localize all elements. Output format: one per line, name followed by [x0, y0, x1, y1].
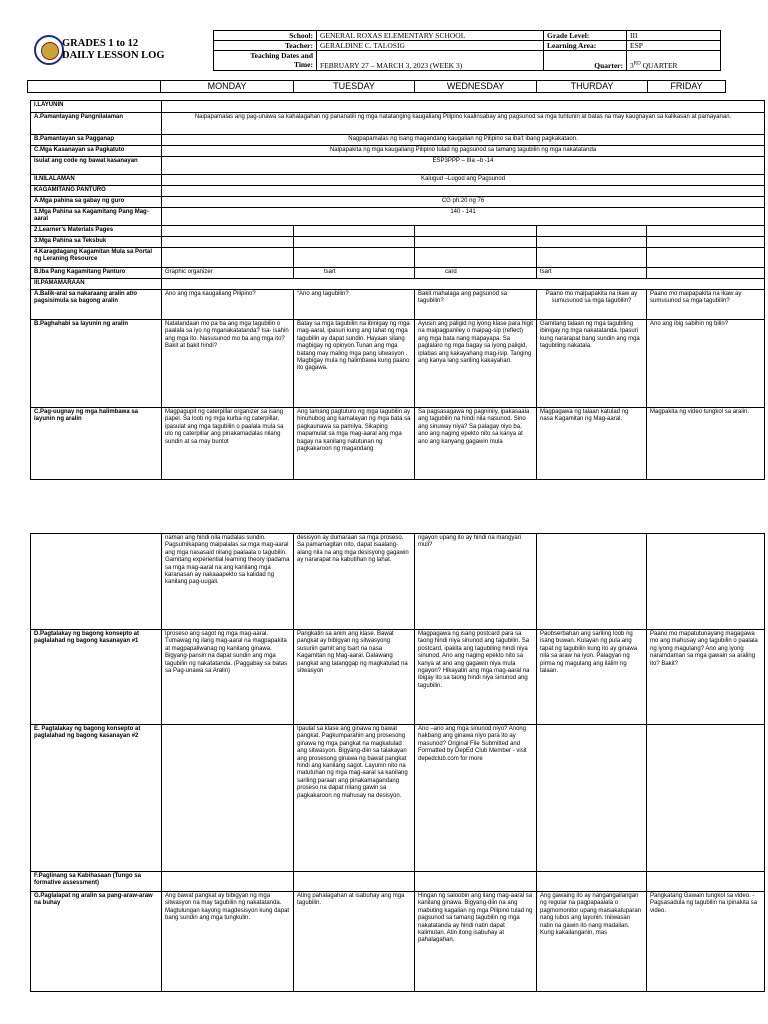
pagtalakay-1-wednesday: Magpagawa ng isang postcard para sa taong hindi niya sinunod ang tagubilin. Sa postcard, ipakita ang tagubiling hindi niya sinunod. Ano ang naging epekto nito sa kanya at ano ang gagawin niya mula ngayon? Hikayatin ang mga mag-aaral na ibigay ito sa taong hindi niya sinunod ang tagubilin.: [415, 630, 537, 725]
label-iba-pang-kagamitan: B.Iba Pang Kagamitang Panturo: [31, 268, 162, 279]
teacher-label: Teacher:: [214, 41, 317, 51]
label-pamantayan-pagganap: B.Pamantayan sa Pagganap: [31, 135, 162, 146]
section-layunin: I.LAYUNIN: [31, 101, 162, 113]
paglalapat-friday: Pangkatang Gawain tungkol sa video. - Pagsasadula ng tagubilin na ipinakita sa video.: [647, 892, 765, 992]
continued-wednesday: ngayon upang ito ay hindi na mangyari muli?: [415, 534, 537, 630]
dates-label-1: Teaching Dates and: [250, 51, 313, 60]
pagtalakay-1-tuesday: Pangkatin sa anim ang klase. Bawat pangkat ay bibigyan ng sitwasyong susuriin gamit ang tsart na nasa Kagamitan ng Mag-aaral. Dalawang pangkat ang tatanggap ng magkatulad na sitwasyon: [294, 630, 415, 725]
iba-thursday: tsart: [537, 268, 647, 279]
pagtalakay-2-wednesday: Ano –ano ang mga sinunod niyo? Anong hakbang ang ginawa niyo para ito ay masunod? Original File Submitted and Formatted by DepEd Club Member - visit depedclub.com for more: [415, 725, 537, 872]
label-kagamitang-mag-aaral: 1.Mga Pahina sa Kagamitang Pang Mag-aaral: [31, 208, 162, 226]
dates-value: FEBRUARY 27 – MARCH 3, 2023 (WEEK 3): [317, 51, 544, 71]
pagtalakay-1-thursday: Paobserbahan ang sariling loob ng isang buwan. Kulayan ng pula ang tapat ng tagubilin kung ito ay ginawa nila sa araw na iyon. Palagyan ng pirma ng magulang ang ilalim ng talaan.: [537, 630, 647, 725]
label-learning-resource: 4.Karagdagang Kagamitan Mula sa Portal ng Leraning Resource: [31, 248, 162, 268]
school-value: GENERAL ROXAS ELEMENTARY SCHOOL: [317, 31, 544, 41]
balik-friday: Paano mo maipapakita na ikaw ay sumusunod sa mga tagubilin?: [647, 290, 765, 320]
text-gabay-guro: CG ph.20 ng 76: [162, 197, 765, 208]
layunin-blank: [162, 101, 765, 113]
day-header-row: [27, 80, 726, 93]
label-balik-aral: A.Balik-aral sa nakaraang aralin at/o pagsisimula sa bagong aralin: [31, 290, 162, 320]
title-line-2: DAILY LESSON LOG: [62, 50, 165, 61]
pagtalakay-1-friday: Paano mo mapatutunayang magagawa mo ang mahusay ang tagubilin o paalala ng iyong magulang? Ano ang iyong naramdaman sa mga gawain sa araling ito? Bakit?: [647, 630, 765, 725]
dates-label-2: Time:: [293, 60, 313, 69]
day-thursday: THURDAY: [537, 81, 648, 93]
page-break: [0, 505, 768, 533]
day-header-blank: [28, 81, 161, 93]
quarter-num: 3: [630, 61, 634, 70]
kagamitan-blank: [162, 186, 765, 197]
pagtalakay-2-friday: [647, 725, 765, 872]
continued-label-blank: [31, 534, 162, 630]
label-code: Isulat ang code ng bawat kasanayan: [31, 157, 162, 175]
pagtalakay-1-monday: Iproseso ang sagot ng mga mag-aaral. Tumawag ng ilang mag-aaral na magpapakita at magpapaliwanag ng kanilang ginawa. Bigyang-pansin na dapat sundin ang mga tagubilin ng nakatatanda. (Paggabay sa batas sa Pag-unawa sa Aralin): [162, 630, 294, 725]
text-pamantayang-pangnilalaman: Naipapamalas ang pag-unawa sa kahalagahan ng pananatili ng mga natatanging kaugaliang Pilipino kaalinsabay ang pagsunod sa mga tuntunin at batas na may kaugnayan sa kalikasan at pamayanan.: [162, 113, 765, 135]
continued-friday: [647, 534, 765, 630]
quarter-value: [627, 51, 721, 71]
label-nilalaman: II.NILALAMAN: [31, 175, 162, 186]
label-paglinang: F.Paglinang sa Kabihasaan (Tungo sa formative assessment): [31, 872, 162, 892]
quarter-word: QUARTER: [640, 61, 678, 70]
paghahabi-wednesday: Ayusin ang paligid ng iyong klase para higit na maipagpaniley o maipag-sip (reflect) ang mga bata nang mapayapa. Sa paglalaro ng mga bagay sa iyong paligid, iplabas ang kakayahang mag-isip. Tanging ang kanya lang sariling kakayahan.: [415, 320, 537, 408]
label-pagtalakay-1: D.Pagtalakay ng bagong konsepto at paglalahad ng bagong kasanayan #1: [31, 630, 162, 725]
paglalapat-wednesday: Hingan ng saloobin ang ilang mag-aaral sa kanilang ginawa. Bigyang-diin na ang mabuting kagalian ng mga Pilipino tulad ng pagsunod sa tamang tagubilin ng mga nakatatanda ay hindi natin dapat kalimutan. Atin itong isabuhay at pahalagahan.: [415, 892, 537, 992]
paglalapat-monday: Ang bawat pangkat ay bibigyan ng mga sitwasyon na may tagubilin ng nakatatanda. Magtulungan kayong magdesisyon kung dapat bang sundin ang mga tungkulin.: [162, 892, 294, 992]
school-label: School:: [214, 31, 317, 41]
text-nilalaman: Kalugud –Lugod ang Pagsunod: [162, 175, 765, 186]
pag-uugnay-tuesday: Ang tamang pagtuturo ng mga tagubilin ay hinuhubog ang kamalayan ng mga bata sa pagkaunawa sa pamilya. Sikaping mapamulat sa mga mag-aaral ang mga bagay na kanilang natutunan ng pagkakaroon ng magandang: [294, 408, 415, 480]
day-monday: MONDAY: [161, 81, 294, 93]
pag-uugnay-thursday: Magpagawa ng talaan katulad ng nasa Kagamitan ng Mag-aaral.: [537, 408, 647, 480]
label-kagamitan: KAGAMITANG PANTURO: [31, 186, 162, 197]
grade-value: III: [627, 31, 721, 41]
iba-tuesday: tsart: [294, 268, 415, 279]
label-learners-materials: 2.Learner’s Materials Pages: [31, 226, 162, 237]
label-pag-uugnay: C.Pag-uugnay ng mga halimbawa sa layunin ng aralin: [31, 408, 162, 480]
quarter-label: Quarter:: [544, 51, 627, 71]
iba-wednesday: card: [415, 268, 537, 279]
section-pamamaraan: III.PAMAMARAAN: [31, 279, 162, 290]
lesson-table-page-1: [30, 100, 765, 480]
area-value: ESP: [627, 41, 721, 51]
continued-monday: naman ang hindi nila madalas sundin. Pagsumikapang maipalalas sa mga mag-aaral ang mga nasasaid nilang paalaala o tagubilin. Gamitang experiential learning theory ipadama sa mga mag-aaral na ang kanilang mga karanasan ay nakaaapekto sa kalidad ng kanilang pag-uugali.: [162, 534, 294, 630]
continued-tuesday: desisyon ay dumaraan sa mga proseso. Sa pamamagitan nito, dapat isaalang-alang nila na ang mga desisyong gagawin ay nararapat na kabutihan ng lahat.: [294, 534, 415, 630]
day-friday: FRIDAY: [648, 81, 726, 93]
dates-label: [214, 51, 317, 71]
iba-monday: Graphic organizer: [162, 268, 294, 279]
day-tuesday: TUESDAY: [294, 81, 415, 93]
text-pamantayan-pagganap: Nagpapamalas ng isang magandang kaugalian ng Pilipino sa iba’t ibang pagkakataon.: [162, 135, 765, 146]
title-line-1: GRADES 1 to 12: [62, 38, 139, 49]
paghahabi-monday: Natatandaan mo pa ba ang mga tagubilin o paalala sa iyo ng mganakatatanda? Isa- isahin ang mga ito. Nasusunod mo ba ang mga ito? Bakit at bakit hindi?: [162, 320, 294, 408]
label-kasanayan: C.Mga Kasanayan sa Pagkatuto: [31, 146, 162, 157]
paglalapat-tuesday: Ating pahalagahan at isabuhay ang mga tagubilin.: [294, 892, 415, 992]
balik-thursday: Paano mo maipapakita na ikaw ay sumusunod sa mga tagubilin?: [537, 290, 647, 320]
pamamaraan-blank: [162, 279, 765, 290]
label-paghahabi: B.Paghahabi sa layunin ng aralin: [31, 320, 162, 408]
label-paglalapat: G.Paglalapat ng aralin sa pang-araw-araw na buhay: [31, 892, 162, 992]
area-label: Learning Area:: [544, 41, 627, 51]
pagtalakay-2-monday: [162, 725, 294, 872]
pag-uugnay-monday: Magpagupit ng caterpillar organizer sa isang papel. Sa loob ng mga kurba ng caterpillar, ipasulat ang mga tagubilin o paalala mula sa ulo ng caterpillar ang pinakamadalas nilang sundin at sa may buntot: [162, 408, 294, 480]
paghahabi-friday: Ano ang ibig sabihin ng bilin?: [647, 320, 765, 408]
continued-thursday: [537, 534, 647, 630]
paglalapat-thursday: Ang gawaing ito ay nangangailangan ng regular na pagpapaalala o pagmomonitor upang maisakatuparan nang lubos ang layunin. Iniiwasan natin na gawin ito nang madalian. Kung kakailanganin, mas: [537, 892, 647, 992]
pagtalakay-2-tuesday: Ipaulat sa klase ang ginawa ng bawat pangkat. Pagkumparahin ang prosesong ginawa ng mga pangkat na magkatulad ang sitwasyon. Bigyang-diin sa talakayan ang prosesong ginawa ng bawat pangkat hindi ang kanilang sagot. Layunin nito na matutuhan ng mga mag-aaral sa kanilang sariling paraan ang pinakamagandang proseso na dapat nilang gawin sa pagkakaroon ng mahusay na desisyon.: [294, 725, 415, 872]
lesson-table-page-2: [30, 533, 765, 992]
quarter-sup: RD: [633, 61, 641, 67]
day-wednesday: WEDNESDAY: [415, 81, 537, 93]
deped-seal-logo: [34, 35, 64, 65]
label-pamantayang-pangnilalaman: A.Pamantayang Pangnilalaman: [31, 113, 162, 135]
text-kagamitang-mag-aaral: 140 - 141: [162, 208, 765, 226]
text-code: ESP3PPP – IIIa –b -14: [162, 157, 765, 175]
pag-uugnay-friday: Magpakita ng video tungkol sa aralin.: [647, 408, 765, 480]
grade-label: Grade Level:: [544, 31, 627, 41]
pag-uugnay-wednesday: Sa pagsasagawa ng pagniniiy, ipakasaala ang tagubilin na hindi nila nasunod. Sino ang sinuway niya? Sa palagay niyo ba, ano ang naging epekto nito sa kanya at ano ang kanyang gagawin mula: [415, 408, 537, 480]
balik-wednesday: Bakit mahalaga ang pagsunod sa tagubilin?: [415, 290, 537, 320]
label-gabay-guro: A.Mga pahina sa gabay ng guro: [31, 197, 162, 208]
pagtalakay-2-thursday: [537, 725, 647, 872]
paghahabi-tuesday: Batay sa mga tagubilin na ibinigay ng mga mag-aaral, ipasuri kung ang lahat ng mga tagubilin ay dapat sundin. Hayaan silang magbigay ng opinyon.Tunan ang mga batang may maling mga pang sitwasyon . Magbigay mula ng halimbawa kung paano ito gagawa.: [294, 320, 415, 408]
log-title: [62, 38, 165, 62]
teacher-value: GERALDINE C. TALOSIG: [317, 41, 544, 51]
paghahabi-thursday: Gamitang talaan ng mga tagubiling ibinigay ng mga nakatatanda. Ipasuri kung nararapat bang sundin ang mga tagubiling nakatala.: [537, 320, 647, 408]
header-info-table: [213, 30, 721, 71]
text-kasanayan: Naipapakita ng mga kaugaliang Pilipino tulad ng pagsunod sa tamang tagubilin ng mga nakatatanda: [162, 146, 765, 157]
label-pagtalakay-2: E. Pagtalakay ng bagong konsepto at paglalahad ng bagong kasanayan #2: [31, 725, 162, 872]
iba-friday: [647, 268, 765, 279]
balik-monday: Ano ang mga kaugaliang Pilipino?: [162, 290, 294, 320]
balik-tuesday: “Ano ang tagubilin?: [294, 290, 415, 320]
label-teksbuk: 3.Mga Pahina sa Teksbuk: [31, 237, 162, 248]
